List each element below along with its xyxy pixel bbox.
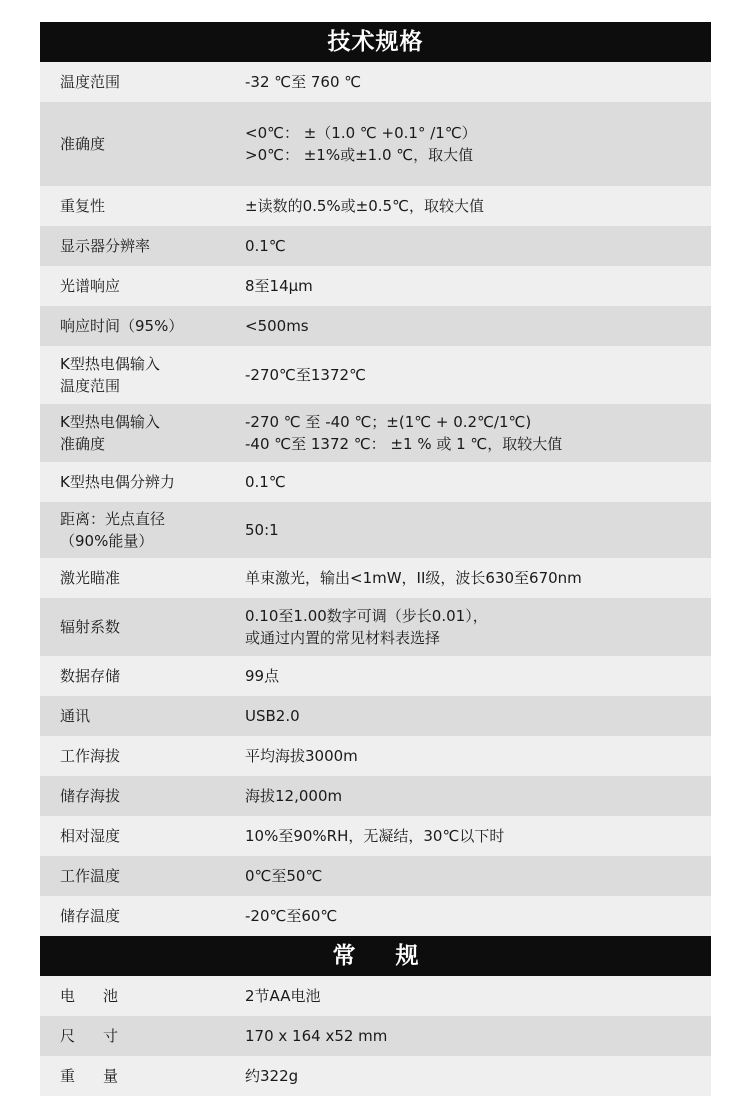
- row-value-line: >0℃： ±1%或±1.0 ℃，取大值: [245, 146, 474, 164]
- row-value-line: -270 ℃ 至 -40 ℃；±(1℃ + 0.2℃/1℃): [245, 413, 532, 431]
- row-label-line: 储存温度: [60, 907, 121, 925]
- row-label-line: 通讯: [60, 707, 91, 725]
- table-row: [40, 598, 711, 656]
- row-value: [245, 567, 711, 589]
- row-label: [40, 825, 245, 847]
- row-label: [40, 508, 245, 552]
- row-label: [40, 616, 245, 638]
- row-label-line: （90%能量）: [60, 532, 154, 550]
- row-label-line: K型热电偶分辨力: [60, 473, 175, 491]
- row-value: [245, 785, 711, 807]
- general-table: [40, 976, 711, 1096]
- row-label-line: 相对湿度: [60, 827, 121, 845]
- table-row: [40, 462, 711, 502]
- row-value-line: -32 ℃至 760 ℃: [245, 73, 362, 91]
- row-label: [40, 1065, 245, 1087]
- row-value: [245, 1065, 711, 1087]
- row-value: [245, 519, 711, 541]
- table-row: [40, 816, 711, 856]
- row-value-line: 0℃至50℃: [245, 867, 323, 885]
- row-label-line: 显示器分辨率: [60, 237, 151, 255]
- general-section-title: 常规: [40, 936, 711, 976]
- row-label-line: 重量: [60, 1067, 147, 1085]
- table-row: [40, 656, 711, 696]
- table-row: [40, 558, 711, 598]
- row-value: [245, 411, 711, 455]
- spec-sheet: [40, 22, 711, 1096]
- table-row: [40, 896, 711, 936]
- table-row: [40, 1016, 711, 1056]
- row-label: [40, 275, 245, 297]
- row-label-line: 数据存储: [60, 667, 121, 685]
- row-label-line: 储存海拔: [60, 787, 121, 805]
- row-label: [40, 471, 245, 493]
- table-row: [40, 776, 711, 816]
- row-value-line: 约322g: [245, 1067, 299, 1085]
- row-value-line: 平均海拔3000m: [245, 747, 358, 765]
- table-row: [40, 856, 711, 896]
- row-label: [40, 71, 245, 93]
- row-label: [40, 315, 245, 337]
- row-label: [40, 905, 245, 927]
- row-value-line: 单束激光，输出<1mW，II级，波长630至670nm: [245, 569, 582, 587]
- table-row: [40, 266, 711, 306]
- row-value: [245, 195, 711, 217]
- table-row: [40, 346, 711, 404]
- row-value-line: -270℃至1372℃: [245, 366, 366, 384]
- row-label-line: 响应时间（95%）: [60, 317, 184, 335]
- row-label-line: 温度范围: [60, 73, 121, 91]
- row-label: [40, 1025, 245, 1047]
- row-label: [40, 785, 245, 807]
- table-row: [40, 404, 711, 462]
- row-value-line: 10%至90%RH，无凝结，30℃以下时: [245, 827, 505, 845]
- row-value-line: 0.1℃: [245, 473, 286, 491]
- row-label: [40, 411, 245, 455]
- row-value: [245, 1025, 711, 1047]
- row-label: [40, 985, 245, 1007]
- row-value: [245, 364, 711, 386]
- row-label-line: 温度范围: [60, 377, 121, 395]
- row-value: [245, 905, 711, 927]
- row-value-line: 0.10至1.00数字可调（步长0.01），: [245, 607, 488, 625]
- table-row: [40, 502, 711, 558]
- row-label-line: 尺寸: [60, 1027, 147, 1045]
- row-value: [245, 235, 711, 257]
- row-value-line: 99点: [245, 667, 280, 685]
- table-row: [40, 102, 711, 186]
- row-label-line: K型热电偶输入: [60, 355, 160, 373]
- spec-table: [40, 62, 711, 936]
- row-value-line: 170 x 164 x52 mm: [245, 1027, 388, 1045]
- row-label: [40, 195, 245, 217]
- row-label-line: 准确度: [60, 435, 106, 453]
- row-label: [40, 705, 245, 727]
- table-row: [40, 976, 711, 1016]
- table-row: [40, 696, 711, 736]
- row-value-line: 0.1℃: [245, 237, 286, 255]
- row-value-line: 或通过内置的常见材料表选择: [245, 629, 441, 647]
- row-label: [40, 567, 245, 589]
- row-label-line: 光谱响应: [60, 277, 121, 295]
- row-label-line: 准确度: [60, 135, 106, 153]
- row-label-line: 重复性: [60, 197, 106, 215]
- row-value-line: -20℃至60℃: [245, 907, 338, 925]
- row-label-line: 电池: [60, 987, 147, 1005]
- table-row: [40, 306, 711, 346]
- row-value-line: <0℃： ±（1.0 ℃ +0.1° /1℃）: [245, 124, 477, 142]
- table-row: [40, 226, 711, 266]
- row-value: [245, 605, 711, 649]
- row-label-line: K型热电偶输入: [60, 413, 160, 431]
- row-label-line: 工作海拔: [60, 747, 121, 765]
- table-row: [40, 186, 711, 226]
- row-value-line: -40 ℃至 1372 ℃： ±1 % 或 1 ℃，取较大值: [245, 435, 563, 453]
- row-label: [40, 665, 245, 687]
- row-value-line: 海拔12,000m: [245, 787, 343, 805]
- row-value-line: USB2.0: [245, 707, 300, 725]
- row-value: [245, 71, 711, 93]
- row-value: [245, 471, 711, 493]
- row-value-line: ±读数的0.5%或±0.5℃，取较大值: [245, 197, 484, 215]
- spec-section-title: 技术规格: [40, 22, 711, 62]
- row-value: [245, 275, 711, 297]
- row-value: [245, 665, 711, 687]
- row-value: [245, 865, 711, 887]
- row-label-line: 激光瞄准: [60, 569, 121, 587]
- row-label: [40, 745, 245, 767]
- row-value-line: <500ms: [245, 317, 309, 335]
- row-value: [245, 705, 711, 727]
- row-label: [40, 235, 245, 257]
- row-label-line: 辐射系数: [60, 618, 121, 636]
- row-label: [40, 133, 245, 155]
- row-value: [245, 825, 711, 847]
- row-value-line: 2节AA电池: [245, 987, 321, 1005]
- row-value: [245, 985, 711, 1007]
- row-label-line: 距离：光点直径: [60, 510, 166, 528]
- row-value-line: 8至14μm: [245, 277, 313, 295]
- row-label: [40, 353, 245, 397]
- row-label-line: 工作温度: [60, 867, 121, 885]
- row-value-line: 50:1: [245, 521, 279, 539]
- table-row: [40, 62, 711, 102]
- row-value: [245, 745, 711, 767]
- table-row: [40, 1056, 711, 1096]
- row-label: [40, 865, 245, 887]
- table-row: [40, 736, 711, 776]
- row-value: [245, 122, 711, 166]
- row-value: [245, 315, 711, 337]
